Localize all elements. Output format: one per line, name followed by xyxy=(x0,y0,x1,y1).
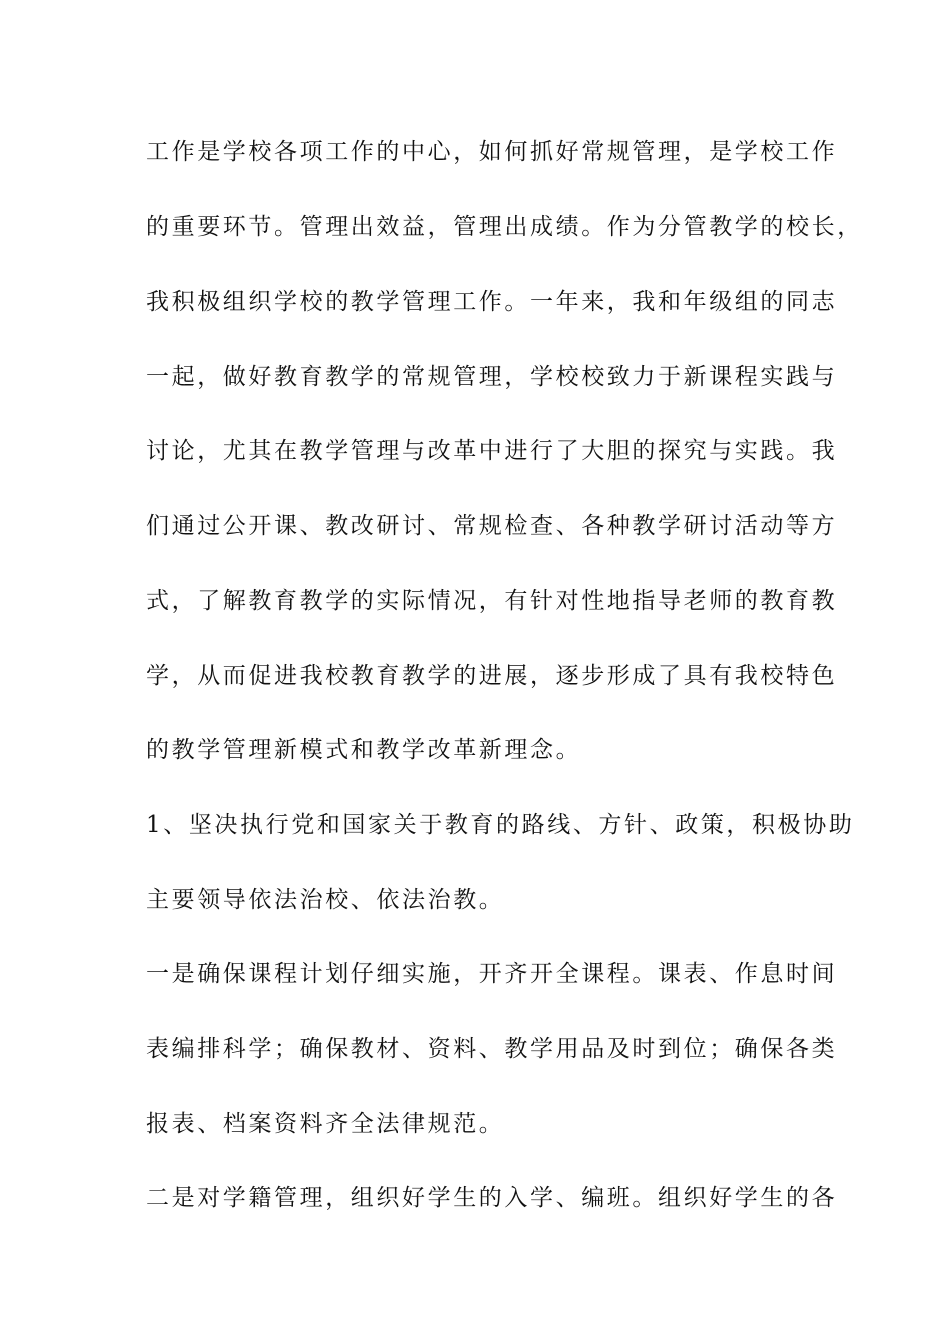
text-line: 式，了解教育教学的实际情况，有针对性地指导老师的教育教 xyxy=(146,588,838,614)
text-line: 表编排科学；确保教材、资料、教学用品及时到位；确保各类 xyxy=(146,1036,838,1062)
text-line: 我积极组织学校的教学管理工作。一年来，我和年级组的同志 xyxy=(146,289,838,315)
text-line: 报表、档案资料齐全法律规范。 xyxy=(146,1111,505,1137)
text-line: 们通过公开课、教改研讨、常规检查、各种教学研讨活动等方 xyxy=(146,513,838,539)
text-line: 1、坚决执行党和国家关于教育的路线、方针、政策，积极协助 xyxy=(146,812,855,838)
text-line: 学，从而促进我校教育教学的进展，逐步形成了具有我校特色 xyxy=(146,663,838,689)
text-line: 二是对学籍管理，组织好学生的入学、编班。组织好学生的各 xyxy=(146,1185,838,1211)
text-line: 主要领导依法治校、依法治教。 xyxy=(146,887,505,913)
text-line: 的教学管理新模式和教学改革新理念。 xyxy=(146,737,582,763)
text-line: 的重要环节。管理出效益，管理出成绩。作为分管教学的校长， xyxy=(146,214,863,240)
text-line: 工作是学校各项工作的中心，如何抓好常规管理，是学校工作 xyxy=(146,139,838,165)
text-line: 一起，做好教育教学的常规管理，学校校致力于新课程实践与 xyxy=(146,364,838,390)
text-line: 讨论，尤其在教学管理与改革中进行了大胆的探究与实践。我 xyxy=(146,438,838,464)
text-line: 一是确保课程计划仔细实施，开齐开全课程。课表、作息时间 xyxy=(146,961,838,987)
